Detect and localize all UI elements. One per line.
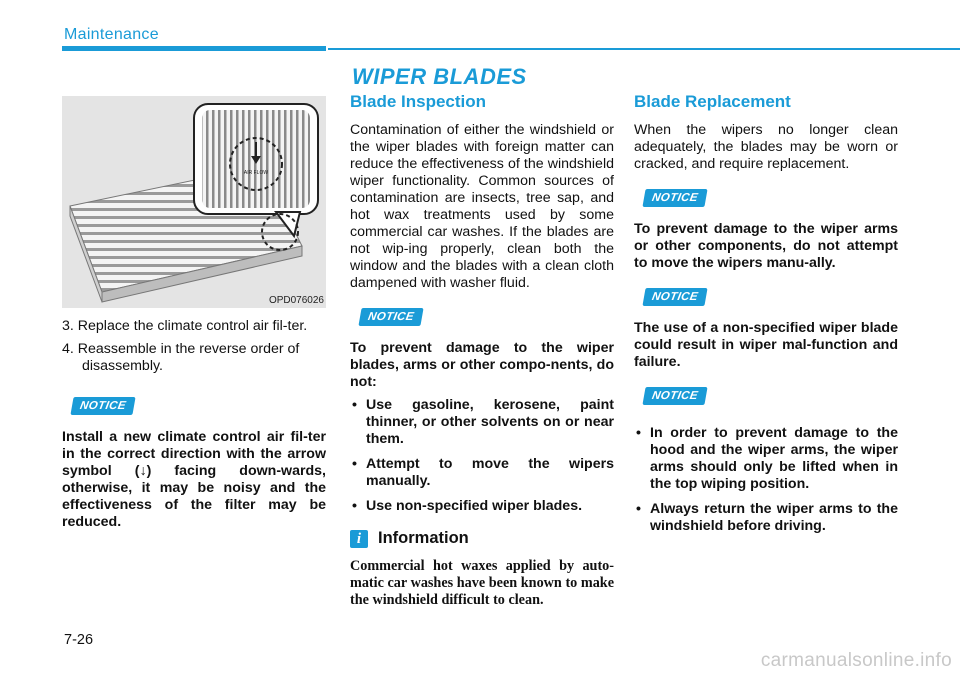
air-filter-illustration xyxy=(62,96,326,308)
figure-caption: OPD076026 xyxy=(268,295,324,306)
left-column xyxy=(62,90,326,531)
blade-inspection-heading: Blade Inspection xyxy=(350,92,487,111)
blade-replacement-heading: Blade Replacement xyxy=(634,92,791,111)
air-filter-figure xyxy=(62,96,326,308)
information-text: Commercial hot waxes applied by auto-matic car washes have been known to make the windshield difficult to clean. xyxy=(350,558,614,608)
notice-badge: NOTICE xyxy=(642,189,707,207)
blade-replacement-body: When the wipers no longer clean adequately, the blades may be worn or cracked, and require replacement. xyxy=(634,122,898,172)
notice-text: The use of a non-specified wiper blade could result in wiper mal-function and failure. xyxy=(634,320,898,370)
step-item: 4. Reassemble in the reverse order of disassembly. xyxy=(62,341,300,374)
notice-list-item: • Attempt to move the wipers manually. xyxy=(352,456,614,489)
step-item: 3. Replace the climate control air fil-ter. xyxy=(62,318,308,334)
step-list xyxy=(62,318,326,375)
notice-text: Install a new climate control air fil-ter in the correct direction with the arrow symbol (↓) facing down-wards, otherwise, it may be noisy and the effectiveness of the filter may be reduced. xyxy=(62,429,326,530)
section-label: Maintenance xyxy=(64,26,159,43)
notice-list-item: • In order to prevent damage to the hood and the wiper arms, the wiper arms should only be lifted when in the top wiping position. xyxy=(636,425,898,492)
header-rule xyxy=(328,48,960,50)
notice-list-item: • Always return the wiper arms to the windshield before driving. xyxy=(636,501,898,534)
middle-column xyxy=(350,90,614,609)
notice-list-item: • Use non-specified wiper blades. xyxy=(352,498,583,514)
page-title: WIPER BLADES xyxy=(352,64,527,89)
notice-badge: NOTICE xyxy=(642,288,707,306)
information-title: Information xyxy=(378,529,469,547)
notice-list xyxy=(350,397,614,515)
information-header xyxy=(350,529,614,548)
info-icon: i xyxy=(350,530,368,548)
notice-list-item: • Use gasoline, kerosene, paint thinner, or other solvents on or near them. xyxy=(352,397,614,447)
right-column xyxy=(634,90,898,543)
header-rule-accent xyxy=(62,46,326,51)
page-number: 7-26 xyxy=(64,632,94,648)
blade-inspection-body: Contamination of either the windshield or the wiper blades with foreign matter can reduce the effectiveness of the windshield wiper functionality. Common sources of contamination are insects, tree sap, and hot wax treatments used by some commercial car washes. If the blades are not wip-ing properly, clean both the window and the blades with a clean cloth dampened with washer fluid. xyxy=(350,122,614,291)
notice-list xyxy=(634,425,898,535)
watermark: carmanualsonline.info xyxy=(760,650,952,671)
notice-badge: NOTICE xyxy=(70,397,135,415)
notice-intro: To prevent damage to the wiper blades, arms or other compo-nents, do not: xyxy=(350,340,614,390)
notice-text: To prevent damage to the wiper arms or other components, do not attempt to move the wipers manu-ally. xyxy=(634,221,898,271)
notice-badge: NOTICE xyxy=(642,387,707,405)
notice-badge: NOTICE xyxy=(358,308,423,326)
arrow-label: AIR FLOW xyxy=(243,170,269,176)
